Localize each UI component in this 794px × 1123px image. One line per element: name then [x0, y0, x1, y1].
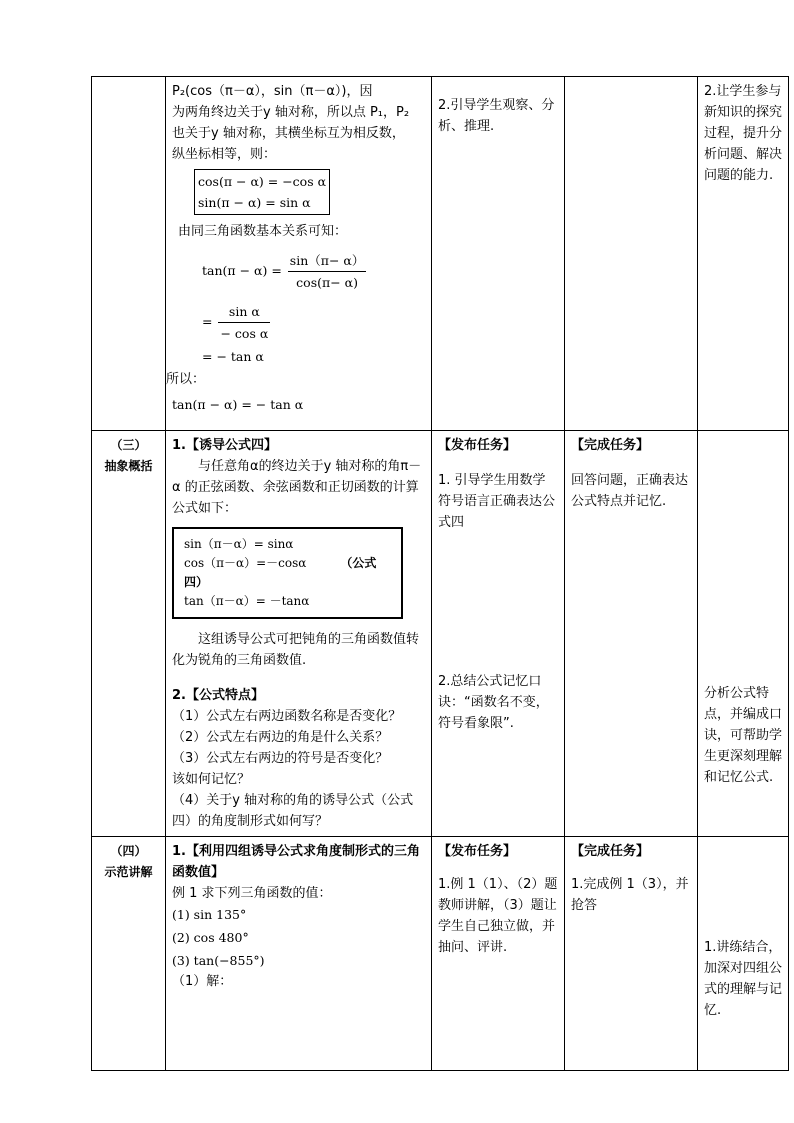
table-row	[92, 431, 789, 837]
stage-number: （三）	[110, 438, 147, 452]
list-item: （1）公式左右两边函数名称是否变化？	[172, 709, 402, 724]
formula-tan: tan（π－α）= －tanα	[184, 594, 310, 608]
text-line: 纵坐标相等，则：	[172, 147, 277, 162]
task-text: 回答问题，正确表达公式特点并记忆.	[571, 473, 689, 509]
stage-number: （四）	[110, 844, 147, 858]
intent-cell: 1.讲练结合，加深对四组公式的理解与记忆.	[698, 837, 789, 1071]
task-text: 1.例 1（1）、（2）题教师讲解，（3）题让学生自己独立做，并抽问、评讲.	[438, 877, 558, 955]
student-cell	[565, 837, 698, 1071]
content-cell	[166, 837, 432, 1071]
tan-fraction-2: $\frac{\text{sin α}}{\text{− cos α}}$	[218, 301, 270, 344]
task-heading: 【完成任务】	[571, 844, 650, 859]
text-line: P₂(cos（π－α），sin（π－α）)，因	[172, 84, 373, 99]
student-cell	[565, 77, 698, 431]
stage-name: 抽象概括	[104, 459, 153, 473]
tan-step2: = $\frac{\text{sin α}}{\text{− cos α}}$	[202, 301, 425, 344]
list-item: 该如何记忆？	[172, 772, 251, 787]
teacher-cell: 2.引导学生观察、分析、推理.	[432, 77, 565, 431]
text-line: 所以：	[166, 372, 206, 387]
tan-lhs: tan(π − α) =	[202, 263, 282, 278]
text-line: 由同三角函数基本关系可知：	[178, 224, 348, 239]
section-heading: 2.【公式特点】	[172, 688, 264, 703]
paragraph: 这组诱导公式可把钝角的三角函数值转化为锐角的三角函数值.	[172, 632, 420, 668]
task-text: 2.总结公式记忆口诀：“函数名不变，符号看象限”.	[438, 674, 549, 731]
tan-step3: = − tan α	[202, 349, 264, 364]
text-line: 也关于y 轴对称，其横坐标互为相反数，	[172, 126, 405, 141]
section-heading: 1.【诱导公式四】	[172, 438, 277, 453]
list-item: （3）公式左右两边的符号是否变化？	[172, 751, 389, 766]
list-item: （2）公式左右两边的角是什么关系？	[172, 730, 389, 745]
lesson-plan-table	[91, 76, 789, 1071]
example-item: (2) cos 480°	[172, 930, 249, 945]
tan-fraction: $\frac{\sin(\pi- \alpha)}{\cos(\pi- \alpha)}$	[288, 250, 367, 293]
task-text: 1.完成例 1（3），并抢答	[571, 877, 689, 913]
list-item: （4）关于y 轴对称的角的诱导公式（公式四）的角度制形式如何写？	[172, 793, 414, 829]
teacher-cell	[432, 837, 565, 1071]
content-cell	[166, 431, 432, 837]
intent-cell: 2.让学生参与新知识的探究过程，提升分析问题、解决问题的能力.	[698, 77, 789, 431]
student-cell	[565, 431, 698, 837]
intent-cell: 分析公式特点，并编成口诀，可帮助学生更深刻理解和记忆公式.	[698, 431, 789, 837]
stage-cell	[92, 837, 166, 1071]
task-text: 1. 引导学生用数学符号语言正确表达公式四	[438, 473, 556, 530]
tan-derivation	[202, 250, 425, 293]
stage-name: 示范讲解	[104, 865, 153, 879]
stage-cell	[92, 431, 166, 837]
example-item: (3) tan(−855°)	[172, 953, 265, 968]
table-row	[92, 837, 789, 1071]
formula-sin: sin(π − α) = sin α	[198, 195, 311, 210]
example-label: 例 1 求下列三角函数的值：	[172, 886, 332, 901]
formula-tag: （公式四）	[184, 556, 377, 589]
table-row	[92, 77, 789, 431]
section-heading: 1.【利用四组诱导公式求角度制形式的三角函数值】	[172, 844, 420, 880]
formula-sin: sin（π－α）= sinα	[184, 537, 294, 551]
text-line: 为两角终边关于y 轴对称，所以点 P₁，P₂	[172, 105, 410, 120]
stage-cell	[92, 77, 166, 431]
solution-label: （1）解：	[172, 974, 233, 989]
formula-cos: cos(π − α) = −cos α	[198, 174, 327, 189]
example-item: (1) sin 135°	[172, 907, 247, 922]
task-heading: 【发布任务】	[438, 844, 517, 859]
formula-four-box	[172, 527, 403, 619]
task-heading: 【完成任务】	[571, 438, 650, 453]
content-cell	[166, 77, 432, 431]
final-formula: tan(π − α) = − tan α	[172, 397, 304, 412]
formula-cos: cos（π－α）=－cosα	[184, 556, 307, 570]
formula-box	[194, 169, 330, 215]
task-heading: 【发布任务】	[438, 438, 517, 453]
paragraph: 与任意角α的终边关于y 轴对称的角π－α 的正弦函数、余弦函数和正切函数的计算公式如下：	[172, 459, 422, 516]
teacher-cell	[432, 431, 565, 837]
